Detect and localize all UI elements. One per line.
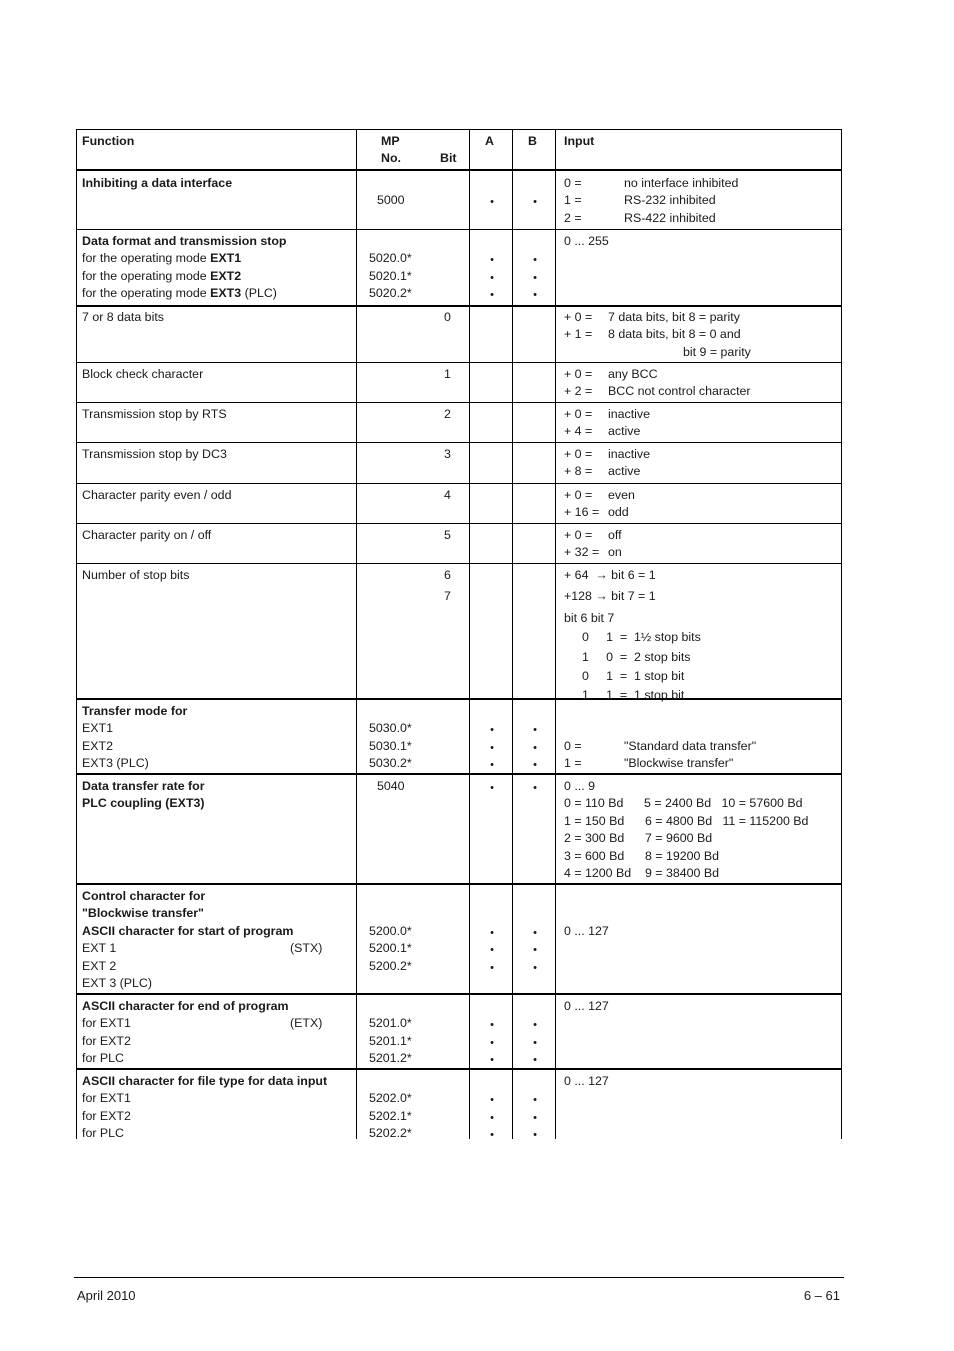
input-prefix: + 8 =	[564, 464, 593, 479]
mp-number: 5040	[377, 779, 405, 793]
row-separator	[76, 523, 842, 524]
function-text	[82, 703, 187, 720]
applies-a-marker: •	[490, 741, 494, 754]
row-separator	[76, 229, 842, 230]
function-text-part: Control character for	[82, 889, 206, 903]
function-text-part: Transmission stop by DC3	[82, 447, 227, 461]
input-value: 0 ... 127	[564, 923, 609, 938]
row-separator	[76, 442, 842, 443]
function-text-part: ASCII character for start of program	[82, 923, 294, 938]
input-prefix: + 0 =	[564, 407, 593, 421]
input-prefix: 0 =	[564, 738, 582, 753]
col-divider-a	[469, 129, 470, 1139]
function-text	[82, 487, 231, 504]
function-text	[82, 888, 205, 905]
input-value: RS-232 inhibited	[624, 193, 716, 208]
function-text	[82, 366, 203, 383]
input-value: odd	[608, 505, 629, 520]
function-text-part: EXT 2	[82, 958, 117, 973]
applies-a-marker: •	[490, 1094, 494, 1107]
applies-b-marker: •	[533, 759, 537, 772]
function-suffix: (PLC)	[241, 286, 277, 301]
mp-number: 5020.0*	[369, 251, 412, 266]
input-prefix: 0 =	[564, 176, 582, 190]
input-value: off	[608, 528, 622, 542]
applies-b-marker: •	[533, 926, 537, 939]
input-value: inactive	[608, 407, 651, 421]
mp-number: 5200.0*	[369, 923, 412, 938]
function-text-part: Block check character	[82, 367, 204, 381]
function-text	[82, 940, 116, 957]
applies-a-marker: •	[490, 254, 494, 267]
function-text-part: PLC coupling (EXT3)	[82, 796, 205, 811]
header-rule	[76, 169, 842, 171]
function-text	[82, 268, 241, 285]
input-value: 0 ... 9	[564, 779, 595, 793]
mp-number: 5030.0*	[369, 721, 412, 736]
input-value: active	[608, 424, 641, 439]
mp-number: 5000	[377, 193, 405, 208]
function-text	[82, 1090, 131, 1107]
function-text-part: EXT 1	[82, 941, 117, 956]
applies-a-marker: •	[490, 944, 494, 957]
table-top-rule	[76, 129, 842, 130]
applies-a-marker: •	[490, 782, 494, 794]
function-text-part: EXT2	[82, 738, 113, 753]
function-text	[82, 958, 116, 975]
function-text	[82, 905, 204, 922]
mp-number: 5202.1*	[369, 1108, 412, 1123]
applies-b-marker: •	[533, 961, 537, 974]
applies-a-marker: •	[490, 1129, 494, 1142]
row-separator	[76, 362, 842, 363]
applies-a-marker: •	[490, 289, 494, 302]
function-text	[82, 1108, 131, 1125]
input-value: any BCC	[608, 367, 658, 381]
input-value: 0 ... 127	[564, 999, 609, 1013]
input-prefix: + 0 =	[564, 488, 593, 502]
mp-number: 5200.1*	[369, 941, 412, 956]
mp-bit: 4	[444, 488, 451, 502]
header-a: A	[485, 134, 494, 148]
header-function: Function	[82, 134, 135, 148]
input-value: 1 0 = 2 stop bits	[582, 649, 691, 664]
header-input: Input	[564, 134, 595, 148]
function-text-part: Data transfer rate for	[82, 779, 205, 793]
mp-number: 5020.1*	[369, 268, 412, 283]
applies-a-marker: •	[490, 271, 494, 284]
input-value: "Standard data transfer"	[624, 738, 757, 753]
function-text-part: "Blockwise transfer"	[82, 906, 204, 921]
input-value: + 64 → bit 6 = 1	[564, 568, 656, 582]
mp-bit: 2	[444, 407, 451, 421]
input-value: bit 6 bit 7	[564, 610, 615, 625]
applies-a-marker: •	[490, 1054, 494, 1067]
applies-a-marker: •	[490, 196, 494, 209]
mp-number: 5202.0*	[369, 1091, 412, 1106]
col-divider-mp	[356, 129, 357, 1139]
function-text	[82, 998, 289, 1015]
function-text	[82, 1125, 124, 1142]
applies-b-marker: •	[533, 1036, 537, 1049]
function-text-part: EXT 3 (PLC)	[82, 976, 153, 990]
function-text	[82, 778, 205, 795]
applies-b-marker: •	[533, 1019, 537, 1032]
mp-number: 5201.2*	[369, 1051, 412, 1066]
mp-number: 5200.2*	[369, 958, 412, 973]
function-text	[82, 285, 277, 302]
input-value: 1 = 150 Bd 6 = 4800 Bd 11 = 115200 Bd	[564, 813, 809, 828]
function-text-part: Character parity on / off	[82, 528, 212, 542]
mp-number: 5030.2*	[369, 756, 412, 771]
footer-page-number: 6 – 61	[803, 1288, 840, 1303]
function-text	[82, 309, 164, 326]
function-text	[82, 720, 113, 737]
input-prefix: + 0 =	[564, 528, 593, 542]
function-text-part: EXT1	[82, 721, 113, 736]
table-border-left	[76, 129, 77, 1139]
function-text-part: Transmission stop by RTS	[82, 407, 227, 421]
header-b: B	[528, 134, 537, 148]
function-text-part: for the operating mode	[82, 251, 211, 266]
footer-date: April 2010	[77, 1288, 136, 1303]
row-separator	[76, 993, 842, 995]
mp-number: 5201.0*	[369, 1016, 412, 1031]
mp-bit: 5	[444, 528, 451, 542]
applies-b-marker: •	[533, 289, 537, 302]
table-border-right	[841, 129, 842, 1139]
mp-bit: 7	[444, 589, 451, 604]
function-text	[82, 527, 211, 544]
input-value: bit 9 = parity	[683, 344, 751, 359]
function-text	[82, 175, 232, 192]
function-text	[82, 738, 113, 755]
input-value: BCC not control character	[608, 384, 751, 399]
row-separator	[76, 483, 842, 484]
col-divider-input	[555, 129, 556, 1139]
applies-a-marker: •	[490, 1019, 494, 1032]
input-prefix: + 0 =	[564, 447, 593, 461]
function-text-part: Number of stop bits	[82, 568, 190, 582]
input-value: on	[608, 545, 622, 560]
input-value: 0 1 = 1½ stop bits	[582, 630, 701, 645]
input-prefix: 2 =	[564, 210, 582, 225]
applies-b-marker: •	[533, 944, 537, 957]
input-prefix: + 4 =	[564, 424, 593, 439]
mp-number: 5030.1*	[369, 738, 412, 753]
function-text-part: Inhibiting a data interface	[82, 176, 233, 190]
function-text-part: for EXT1	[82, 1016, 131, 1031]
function-text	[82, 233, 286, 250]
applies-a-marker: •	[490, 759, 494, 772]
input-value: +128 → bit 7 = 1	[564, 589, 656, 604]
applies-b-marker: •	[533, 271, 537, 284]
row-separator	[76, 773, 842, 775]
input-prefix: + 32 =	[564, 545, 600, 560]
header-bit: Bit	[440, 151, 457, 165]
row-separator	[76, 305, 842, 307]
function-mode: EXT1	[210, 251, 242, 266]
control-char-label: (STX)	[290, 941, 323, 956]
function-text	[82, 1073, 327, 1090]
applies-b-marker: •	[533, 196, 537, 209]
input-value: 0 ... 127	[564, 1074, 609, 1088]
input-prefix: 1 =	[564, 756, 582, 771]
function-text	[82, 923, 293, 940]
function-text-part: 7 or 8 data bits	[82, 310, 164, 324]
header-mp: MP	[381, 134, 400, 148]
function-text	[82, 406, 227, 423]
function-text-part: for EXT2	[82, 1108, 131, 1123]
function-text	[82, 1033, 131, 1050]
function-text	[82, 446, 227, 463]
input-value: RS-422 inhibited	[624, 210, 716, 225]
function-mode: EXT2	[210, 268, 242, 283]
row-separator	[76, 698, 842, 700]
function-text-part: Character parity even / odd	[82, 488, 232, 502]
mp-number: 5202.2*	[369, 1126, 412, 1141]
row-separator	[76, 402, 842, 403]
applies-b-marker: •	[533, 782, 537, 794]
input-value: 7 data bits, bit 8 = parity	[608, 310, 740, 324]
applies-b-marker: •	[533, 741, 537, 754]
applies-a-marker: •	[490, 926, 494, 939]
mp-number: 5201.1*	[369, 1033, 412, 1048]
input-prefix: + 1 =	[564, 327, 593, 342]
input-value: 2 = 300 Bd 7 = 9600 Bd	[564, 831, 713, 846]
input-value: 0 1 = 1 stop bit	[582, 669, 685, 683]
input-value: 1 1 = 1 stop bit	[582, 688, 685, 703]
machine-parameter-table	[76, 129, 842, 1142]
input-value: 0 ... 255	[564, 234, 609, 248]
function-text	[82, 975, 152, 992]
input-value: no interface inhibited	[624, 176, 739, 190]
row-separator	[76, 883, 842, 885]
input-value: 4 = 1200 Bd 9 = 38400 Bd	[564, 866, 720, 880]
input-prefix: + 0 =	[564, 310, 593, 324]
function-text	[82, 250, 241, 267]
input-value: active	[608, 464, 641, 479]
function-text	[82, 1015, 131, 1032]
applies-a-marker: •	[490, 1036, 494, 1049]
applies-a-marker: •	[490, 1111, 494, 1124]
applies-b-marker: •	[533, 254, 537, 267]
mp-bit: 1	[444, 367, 451, 381]
function-text-part: ASCII character for end of program	[82, 999, 289, 1013]
input-prefix: 1 =	[564, 193, 582, 208]
applies-a-marker: •	[490, 724, 494, 737]
mp-bit: 0	[444, 310, 451, 324]
input-prefix: + 2 =	[564, 384, 593, 399]
function-text-part: for PLC	[82, 1126, 125, 1141]
input-value: inactive	[608, 447, 651, 461]
input-value: 0 = 110 Bd 5 = 2400 Bd 10 = 57600 Bd	[564, 796, 803, 811]
function-text	[82, 567, 189, 584]
row-separator	[76, 563, 842, 564]
applies-b-marker: •	[533, 1054, 537, 1067]
function-text-part: for the operating mode	[82, 268, 211, 283]
applies-b-marker: •	[533, 1129, 537, 1142]
header-no: No.	[381, 151, 401, 165]
function-text	[82, 795, 205, 812]
control-char-label: (ETX)	[290, 1016, 323, 1031]
function-text	[82, 1050, 124, 1067]
function-text-part: for PLC	[82, 1051, 125, 1066]
applies-b-marker: •	[533, 724, 537, 737]
input-value: 3 = 600 Bd 8 = 19200 Bd	[564, 848, 720, 863]
applies-b-marker: •	[533, 1111, 537, 1124]
input-value: "Blockwise transfer"	[624, 756, 734, 771]
function-text	[82, 755, 149, 772]
function-text-part: for the operating mode	[82, 286, 211, 301]
input-prefix: + 0 =	[564, 367, 593, 381]
function-text-part: Data format and transmission stop	[82, 234, 287, 248]
function-text-part: ASCII character for file type for data input	[82, 1074, 328, 1088]
mp-bit: 3	[444, 447, 451, 461]
function-text-part: Transfer mode for	[82, 704, 188, 718]
input-prefix: + 16 =	[564, 505, 600, 520]
function-text-part: EXT3 (PLC)	[82, 756, 149, 771]
mp-bit: 6	[444, 568, 451, 582]
row-separator	[76, 1068, 842, 1070]
function-text-part: for EXT1	[82, 1091, 131, 1106]
footer-rule	[74, 1277, 844, 1278]
input-value: even	[608, 488, 635, 502]
mp-number: 5020.2*	[369, 286, 412, 301]
applies-a-marker: •	[490, 961, 494, 974]
applies-b-marker: •	[533, 1094, 537, 1107]
input-value: 8 data bits, bit 8 = 0 and	[608, 327, 741, 342]
function-mode: EXT3	[210, 286, 242, 301]
col-divider-b	[512, 129, 513, 1139]
function-text-part: for EXT2	[82, 1033, 131, 1048]
